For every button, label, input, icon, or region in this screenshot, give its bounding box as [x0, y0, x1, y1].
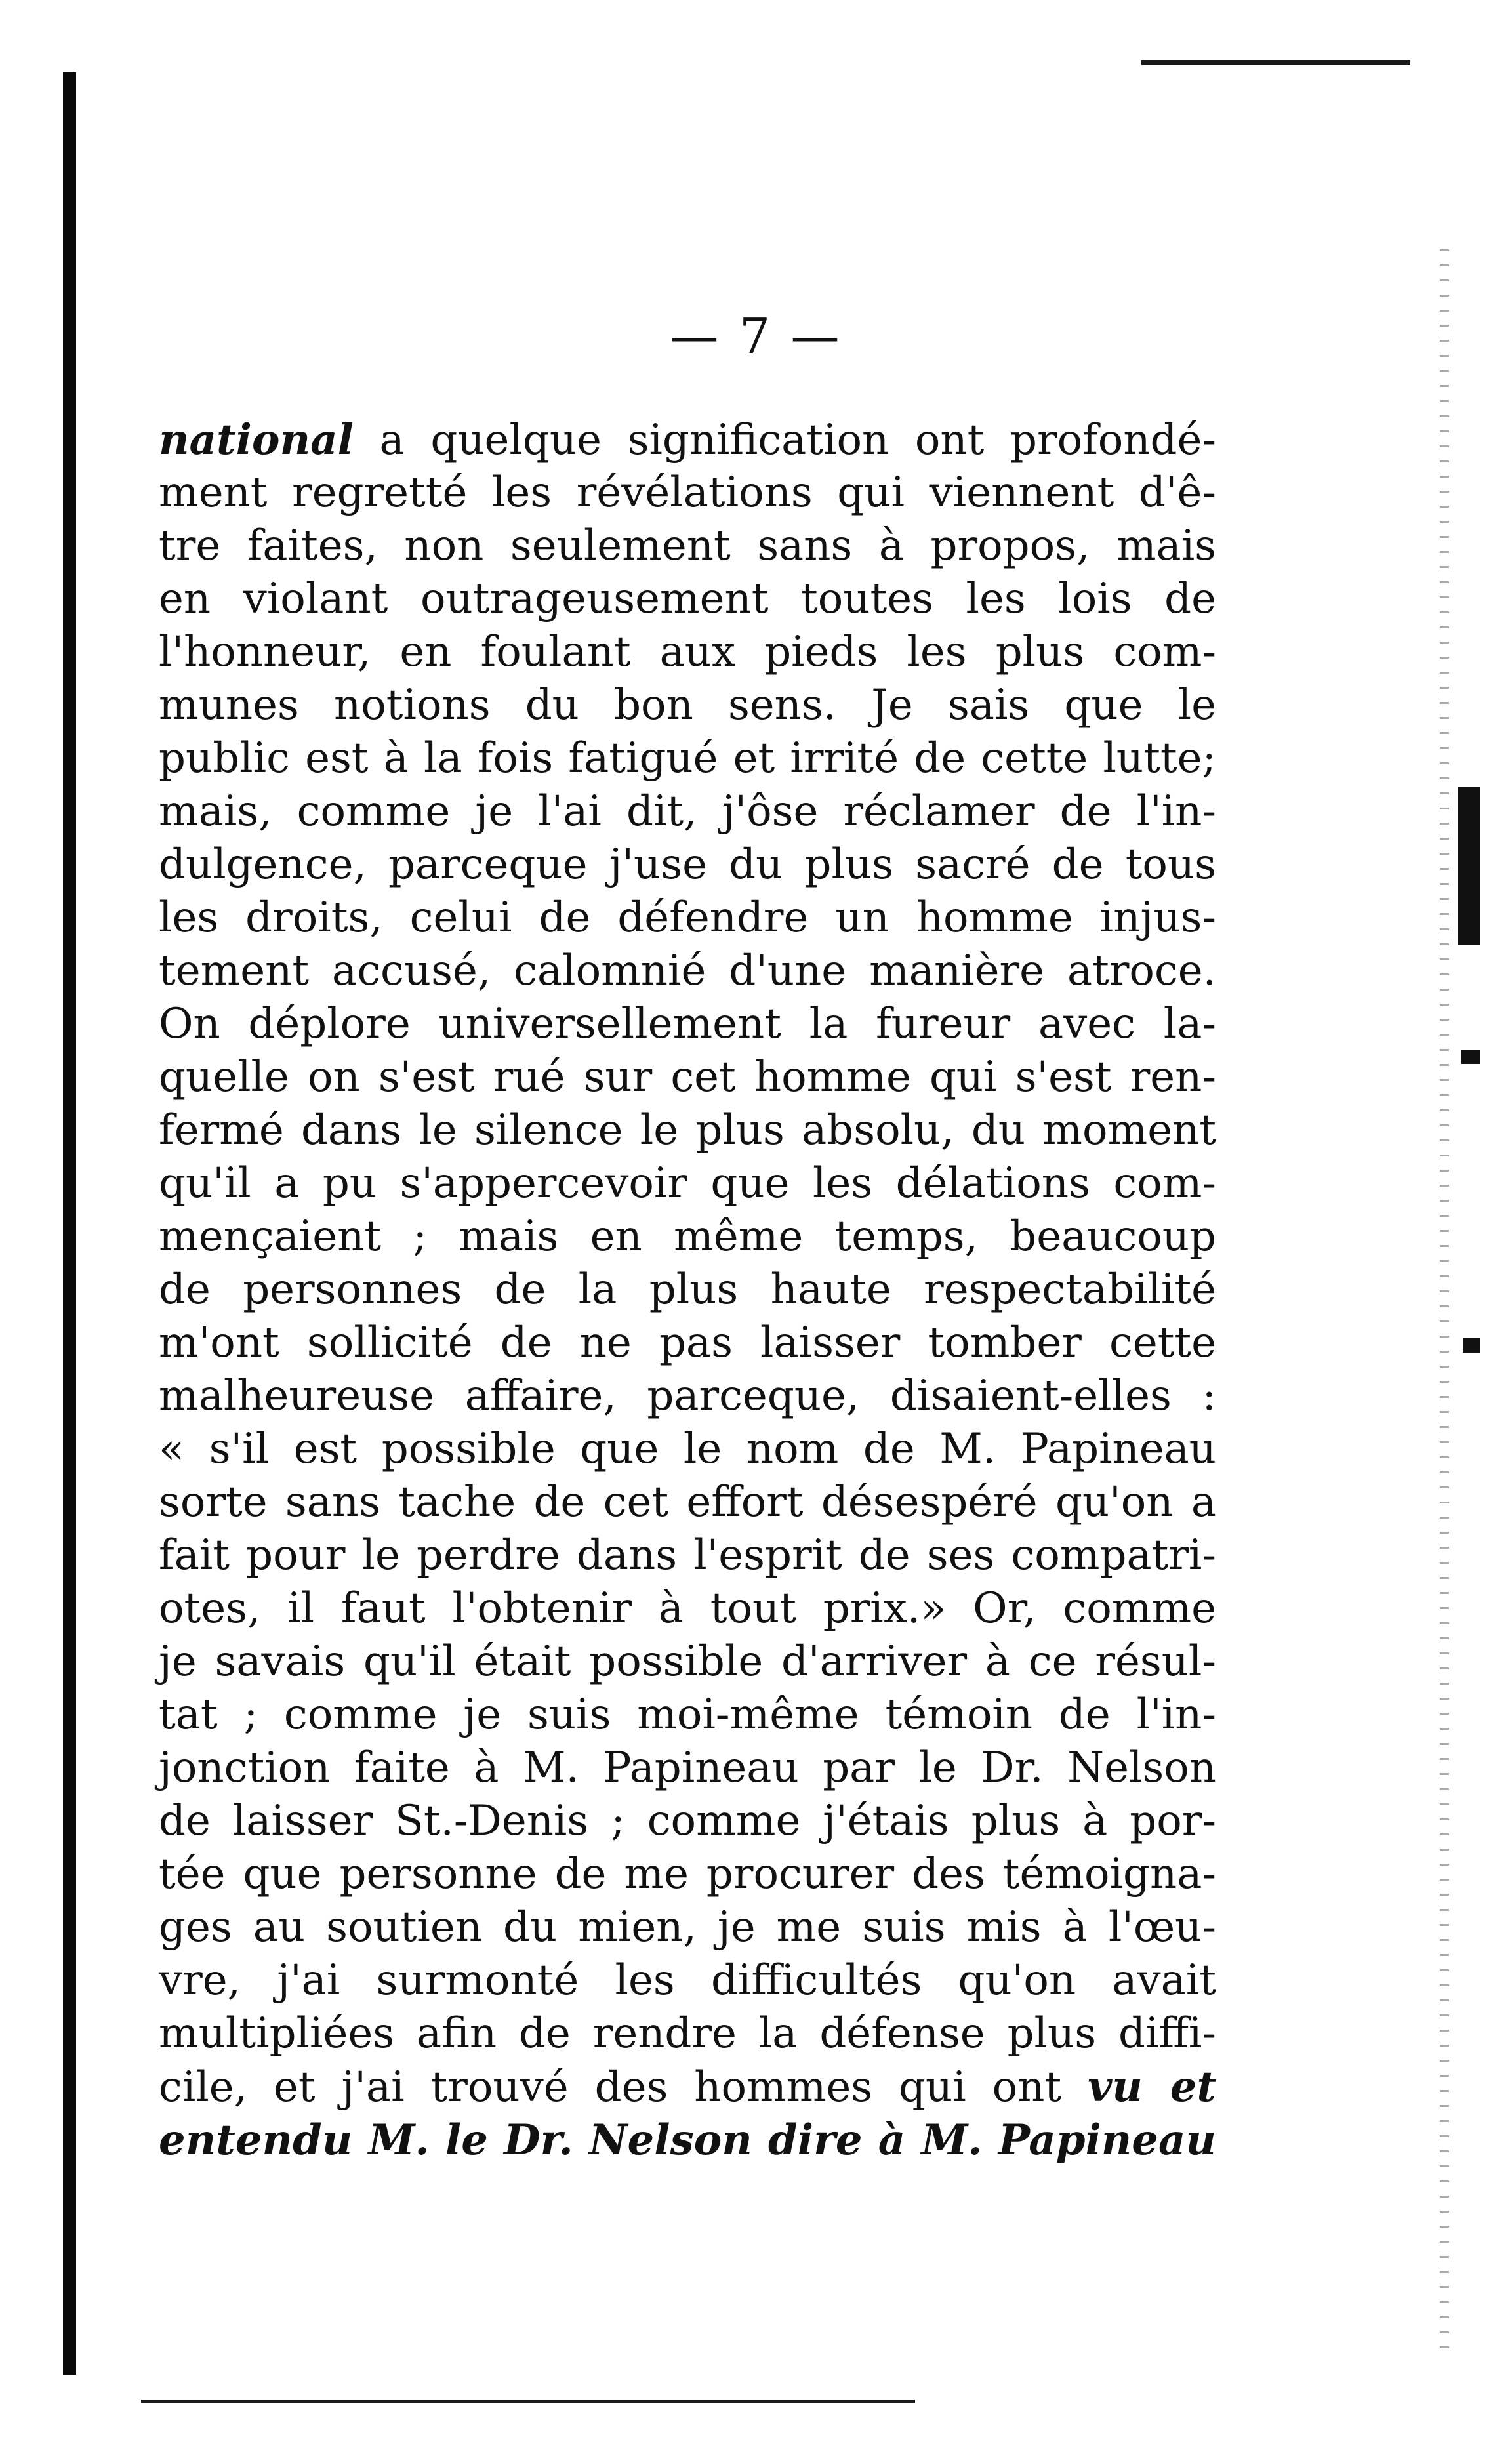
- line-text: dulgence, parceque j'use du plus sacré de tous: [159, 840, 1216, 889]
- text-line: [159, 891, 1216, 945]
- scan-edge-speckle: [1440, 249, 1449, 2348]
- text-line: [159, 1635, 1216, 1688]
- italic-line: entendu M. le Dr. Nelson dire à M. Papineau: [159, 2116, 1216, 2165]
- text-line: [159, 466, 1216, 520]
- text-line: [159, 1954, 1216, 2007]
- text-line: [159, 1742, 1216, 1795]
- line-text: les droits, celui de défendre un homme injus-: [159, 893, 1216, 942]
- text-line: [159, 945, 1216, 998]
- text-line: [159, 2007, 1216, 2060]
- italic-word: national: [159, 415, 354, 464]
- line-text: jonction faite à M. Papineau par le Dr. Nelson: [159, 1744, 1216, 1792]
- bottom-rule: [141, 2400, 915, 2403]
- text-line: [159, 785, 1216, 838]
- text-line: [159, 1423, 1216, 1476]
- line-text: quelle on s'est rué sur cet homme qui s'est ren-: [159, 1053, 1216, 1101]
- text-line: [159, 838, 1216, 891]
- line-text: fait pour le perdre dans l'esprit de ses compatri-: [159, 1531, 1216, 1580]
- text-line: [159, 1688, 1216, 1742]
- line-text: vre, j'ai surmonté les difficultés qu'on avait: [159, 1956, 1216, 2005]
- line-text: de personnes de la plus haute respectabilité: [159, 1265, 1216, 1314]
- line-text: mençaient ; mais en même temps, beaucoup: [159, 1212, 1216, 1261]
- text-line: [159, 1795, 1216, 1848]
- text-line: [159, 573, 1216, 626]
- line-text: qu'il a pu s'appercevoir que les délations com-: [159, 1159, 1216, 1208]
- line-text: sorte sans tache de cet effort désespéré qu'on a: [159, 1478, 1216, 1526]
- scan-edge-mark: [1461, 1050, 1480, 1064]
- text-line: [159, 520, 1216, 573]
- line-text: a quelque signification ont profondé-: [353, 416, 1216, 464]
- line-text: multipliées afin de rendre la défense plus diffi-: [159, 2009, 1216, 2058]
- line-text: otes, il faut l'obtenir à tout prix.» Or, comme: [159, 1584, 1216, 1633]
- line-text: ment regretté les révélations qui viennent d'ê-: [159, 468, 1216, 517]
- text-line: [159, 1263, 1216, 1317]
- top-rule: [1141, 60, 1410, 65]
- line-text: l'honneur, en foulant aux pieds les plus com-: [159, 628, 1216, 676]
- line-text: munes notions du bon sens. Je sais que le: [159, 681, 1216, 729]
- line-text: cile, et j'ai trouvé des hommes qui ont: [159, 2063, 1062, 2112]
- scan-edge-mark: [1463, 1338, 1480, 1353]
- text-line: [159, 2060, 1216, 2114]
- text-line: [159, 998, 1216, 1051]
- line-text: ges au soutien du mien, je me suis mis à l'œu-: [159, 1903, 1216, 1952]
- line-text: tre faites, non seulement sans à propos, mais: [159, 521, 1216, 570]
- text-line: [159, 1157, 1216, 1210]
- text-line: [159, 413, 1216, 466]
- line-text: « s'il est possible que le nom de M. Papineau: [159, 1425, 1216, 1473]
- text-line: [159, 1848, 1216, 1901]
- text-line: [159, 1210, 1216, 1263]
- line-text: fermé dans le silence le plus absolu, du moment: [159, 1106, 1216, 1155]
- line-text: tée que personne de me procurer des témoigna-: [159, 1850, 1216, 1898]
- text-line: [159, 1582, 1216, 1635]
- line-text: en violant outrageusement toutes les lois de: [159, 575, 1216, 623]
- text-line: [159, 2114, 1216, 2167]
- text-line: [159, 1104, 1216, 1157]
- line-text: malheureuse affaire, parceque, disaient-elles :: [159, 1372, 1216, 1420]
- line-text: mais, comme je l'ai dit, j'ôse réclamer de l'in-: [159, 787, 1216, 836]
- text-line: [159, 1051, 1216, 1104]
- line-text: public est à la fois fatigué et irrité de cette lutte;: [159, 734, 1216, 783]
- line-text: tat ; comme je suis moi-même témoin de l'in-: [159, 1690, 1216, 1739]
- page-number: — 7 —: [670, 308, 842, 365]
- italic-phrase: vu et: [1088, 2062, 1217, 2112]
- text-line: [159, 1476, 1216, 1529]
- binding-edge-rule: [63, 72, 76, 2375]
- line-text: tement accusé, calomnié d'une manière atroce.: [159, 947, 1216, 995]
- text-line: [159, 1370, 1216, 1423]
- body-text: [159, 413, 1216, 2167]
- text-line: [159, 1901, 1216, 1954]
- scan-edge-mark: [1458, 787, 1480, 945]
- line-text: On déplore universellement la fureur avec la-: [159, 1000, 1216, 1048]
- text-line: [159, 679, 1216, 732]
- line-text: de laisser St.-Denis ; comme j'étais plus à por-: [159, 1797, 1216, 1845]
- text-line: [159, 1317, 1216, 1370]
- text-line: [159, 732, 1216, 785]
- text-line: [159, 1529, 1216, 1582]
- line-text: m'ont sollicité de ne pas laisser tomber cette: [159, 1319, 1216, 1367]
- line-text: je savais qu'il était possible d'arriver à ce résul-: [159, 1637, 1216, 1686]
- text-line: [159, 626, 1216, 679]
